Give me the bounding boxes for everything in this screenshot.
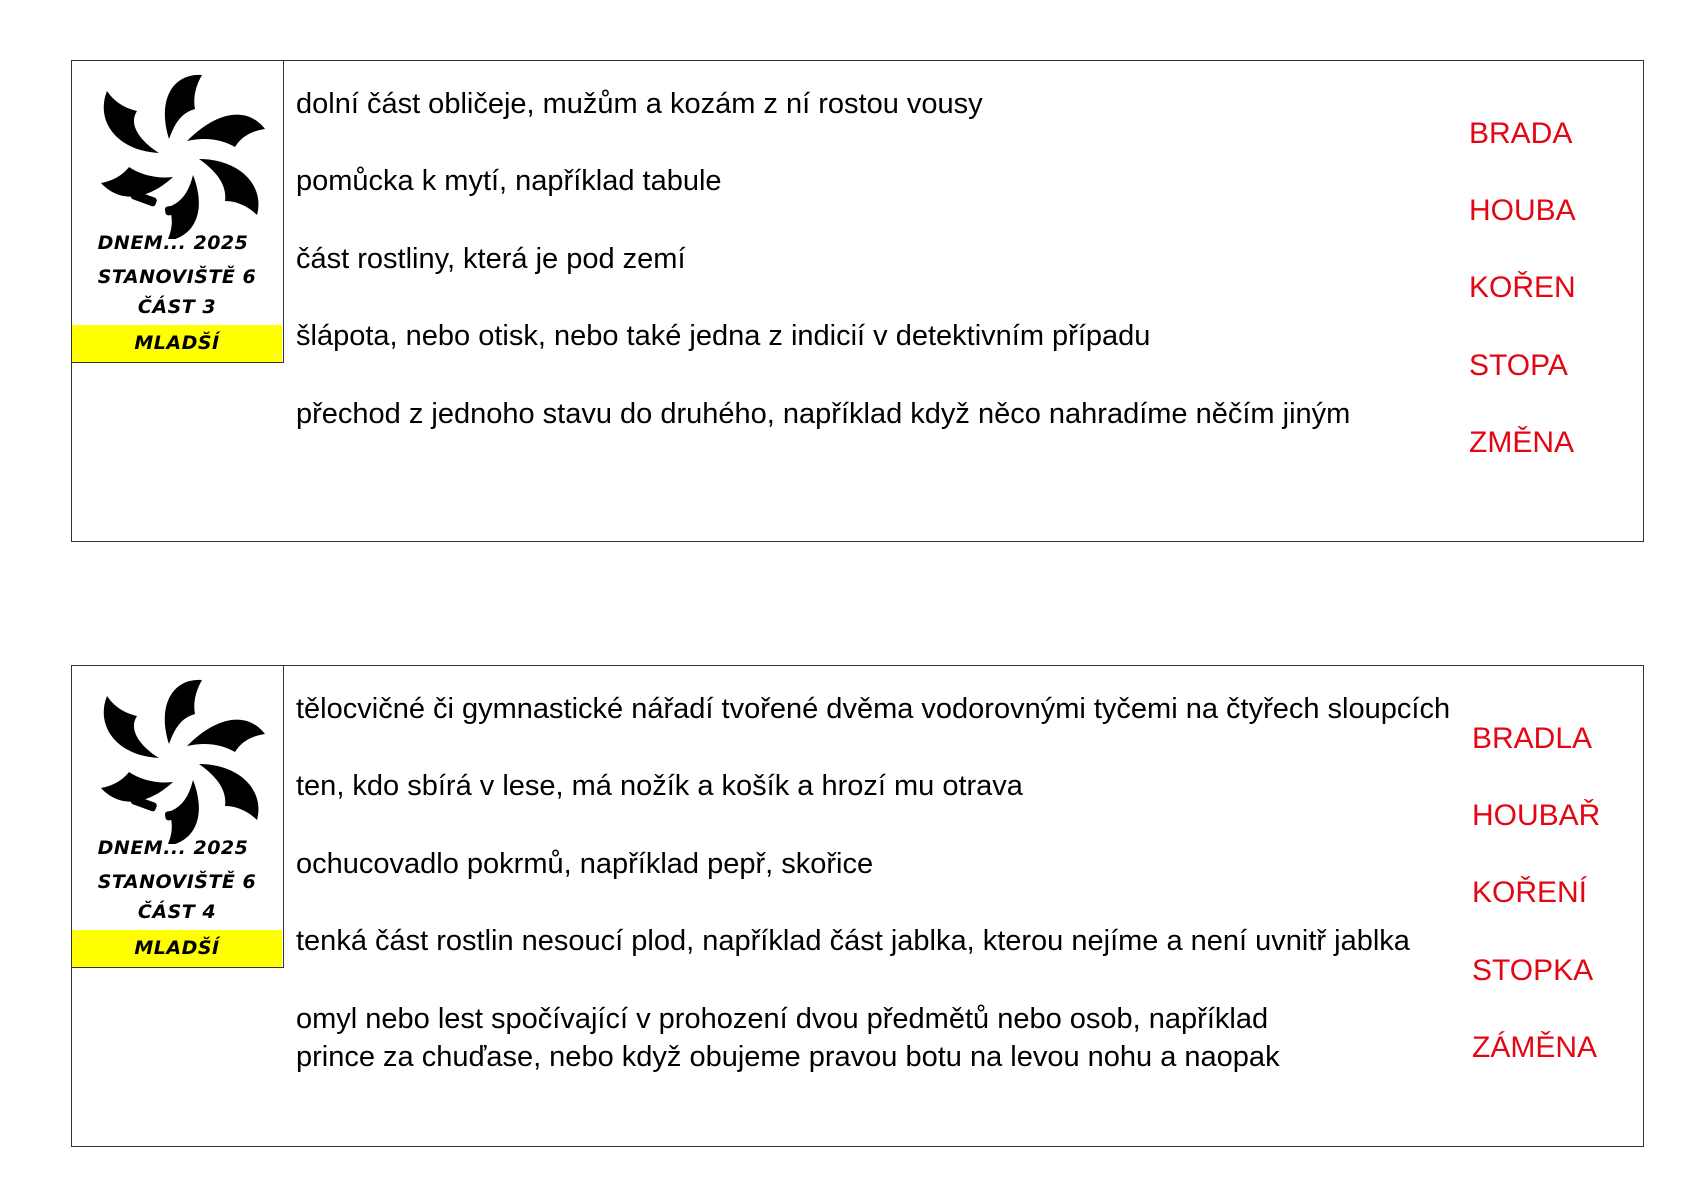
station-label: STANOVIŠTĚ 6 [97, 266, 257, 288]
answer-word: BRADA [1469, 117, 1573, 150]
answer-word: ZÁMĚNA [1472, 1031, 1598, 1064]
clue-text: prince za chuďase, nebo když obujeme pravou botu na levou nohu a naopak [296, 1041, 1280, 1073]
answer-word: STOPA [1469, 349, 1568, 382]
clue-text: pomůcka k mytí, například tabule [296, 165, 722, 197]
clue-text: tenká část rostlin nesoucí plod, například část jablka, kterou nejíme a není uvnitř jablka [296, 925, 1410, 957]
swirl-logo-icon [82, 69, 272, 239]
puzzle-card-part-3 [71, 60, 1644, 542]
station-badge [72, 61, 284, 363]
age-group-badge: MLADŠÍ [72, 325, 282, 362]
event-label: DNEM... 2025 [97, 232, 249, 254]
swirl-logo-icon [82, 674, 272, 844]
station-badge [72, 666, 284, 968]
answer-word: STOPKA [1472, 954, 1594, 987]
part-label: ČÁST 4 [137, 901, 217, 923]
clue-text: přechod z jednoho stavu do druhého, například když něco nahradíme něčím jiným [296, 398, 1351, 430]
clue-text: dolní část obličeje, mužům a kozám z ní rostou vousy [296, 88, 983, 120]
part-label: ČÁST 3 [137, 296, 217, 318]
answer-word: ZMĚNA [1469, 426, 1574, 459]
answer-word: HOUBA [1469, 194, 1576, 227]
answer-word: BRADLA [1472, 722, 1593, 755]
age-group-badge: MLADŠÍ [72, 930, 282, 967]
answer-word: HOUBAŘ [1472, 799, 1601, 832]
answer-word: KOŘEN [1469, 271, 1576, 304]
clue-text: tělocvičné či gymnastické nářadí tvořené dvěma vodorovnými tyčemi na čtyřech sloupcích [296, 693, 1451, 725]
event-label: DNEM... 2025 [97, 837, 249, 859]
station-label: STANOVIŠTĚ 6 [97, 871, 257, 893]
clue-text: šlápota, nebo otisk, nebo také jedna z indicií v detektivním případu [296, 320, 1151, 352]
clue-text: omyl nebo lest spočívající v prohození dvou předmětů nebo osob, například [296, 1003, 1269, 1035]
answer-word: KOŘENÍ [1472, 876, 1588, 909]
clue-text: ochucovadlo pokrmů, například pepř, skořice [296, 848, 874, 880]
clue-text: část rostliny, která je pod zemí [296, 243, 686, 275]
puzzle-card-part-4 [71, 665, 1644, 1147]
clue-text: ten, kdo sbírá v lese, má nožík a košík a hrozí mu otrava [296, 770, 1023, 802]
